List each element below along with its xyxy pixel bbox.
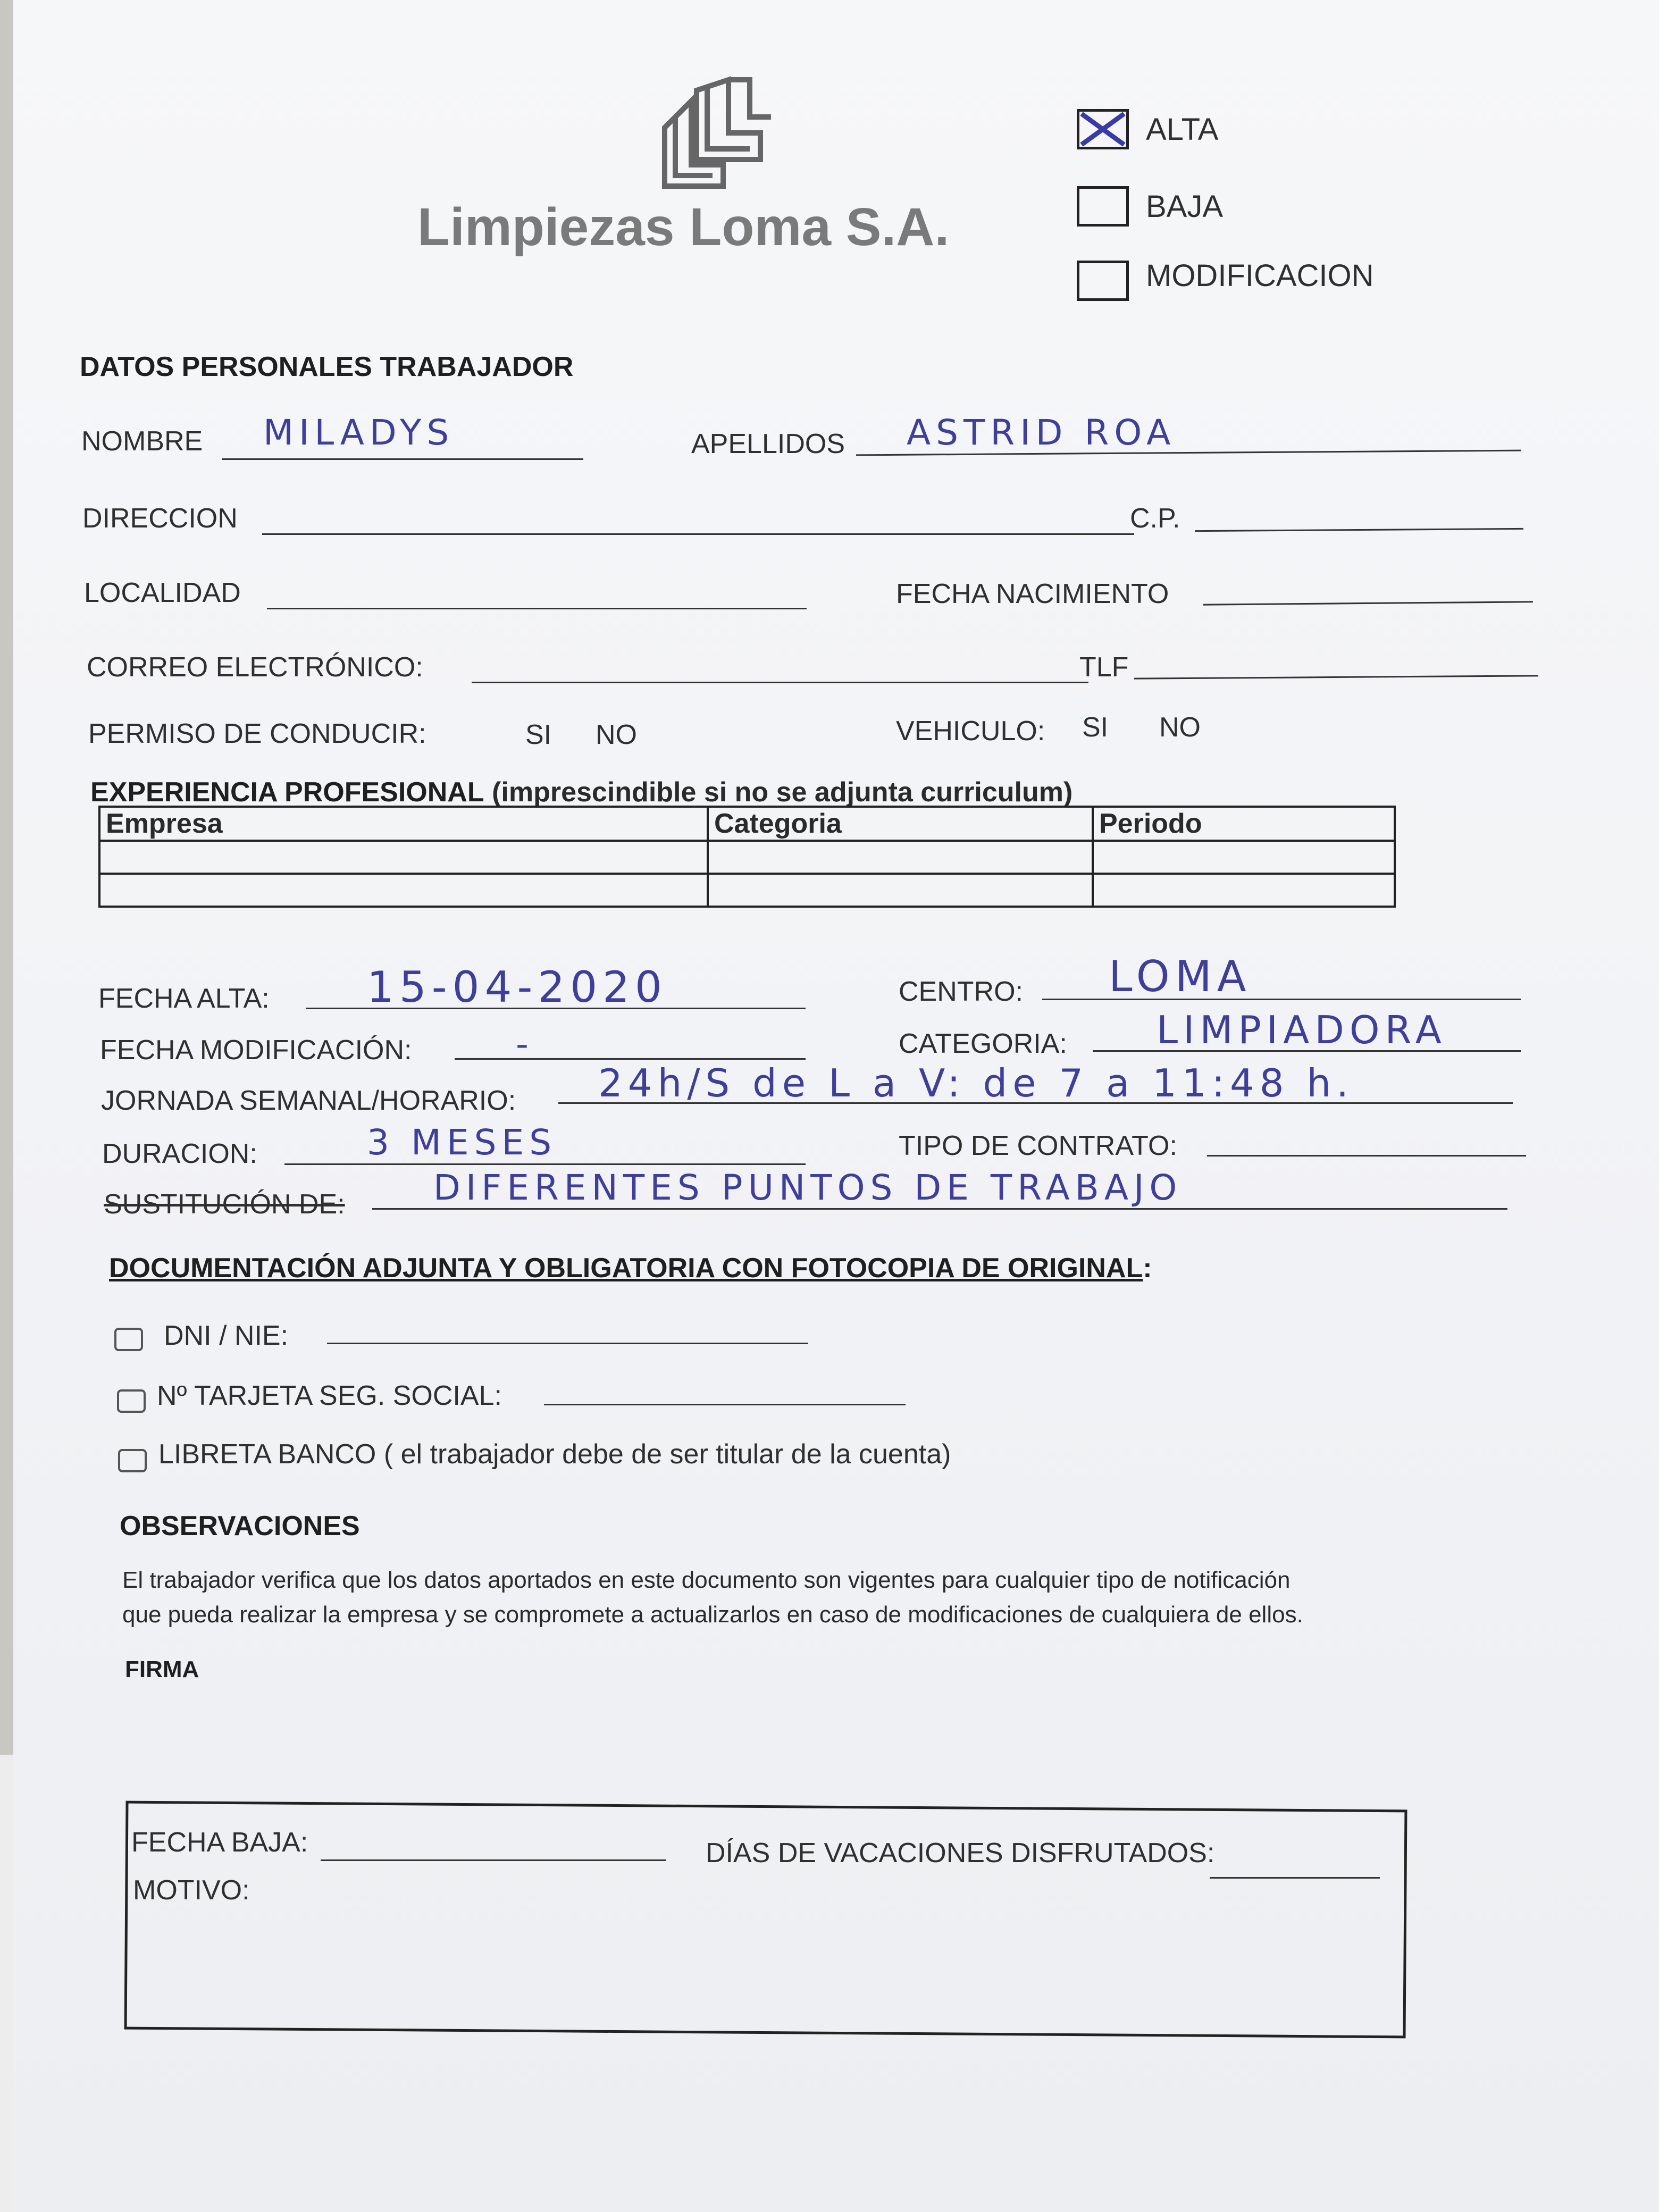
direccion-line[interactable]: [262, 533, 1134, 535]
vehiculo-no[interactable]: NO: [1159, 712, 1201, 743]
table-row[interactable]: [99, 841, 1395, 874]
fecha-mod-value[interactable]: -: [516, 1024, 534, 1065]
vehiculo-label: VEHICULO:: [896, 716, 1045, 747]
tarjeta-checkbox[interactable]: [117, 1389, 146, 1413]
col-empresa: Empresa: [99, 807, 708, 841]
nombre-value[interactable]: MILADYS: [263, 412, 455, 453]
dni-line[interactable]: [327, 1343, 808, 1344]
tarjeta-line[interactable]: [544, 1404, 906, 1405]
nombre-line: [222, 458, 583, 460]
dni-label: DNI / NIE:: [164, 1320, 289, 1351]
alta-label: ALTA: [1146, 112, 1219, 147]
correo-label: CORREO ELECTRÓNICO:: [87, 652, 423, 683]
loma-ll-logo-icon: [643, 69, 782, 197]
section-heading-observaciones: OBSERVACIONES: [120, 1511, 360, 1541]
tipo-contrato-label: TIPO DE CONTRATO:: [899, 1130, 1177, 1161]
observaciones-line2: que pueda realizar la empresa y se compromete a actualizarlos en caso de modificaciones de cualquiera de ellos.: [122, 1602, 1303, 1628]
categoria-label: CATEGORIA:: [899, 1028, 1067, 1059]
observaciones-line1: El trabajador verifica que los datos aportados en este documento son vigentes para cualquier tipo de notificación: [122, 1567, 1291, 1593]
apellidos-value[interactable]: ASTRID ROA: [907, 412, 1176, 453]
jornada-label: JORNADA SEMANAL/HORARIO:: [101, 1085, 516, 1116]
company-name: Limpiezas Loma S.A.: [417, 197, 950, 257]
col-periodo: Periodo: [1093, 807, 1395, 841]
fecha-mod-label: FECHA MODIFICACIÓN:: [100, 1035, 412, 1066]
baja-checkbox[interactable]: [1077, 186, 1129, 227]
dni-checkbox[interactable]: [114, 1328, 143, 1351]
section-heading-documentation: [109, 1252, 1152, 1284]
fecha-nacimiento-label: FECHA NACIMIENTO: [896, 579, 1169, 609]
fecha-baja-line[interactable]: [321, 1859, 666, 1861]
tipo-contrato-line[interactable]: [1207, 1155, 1526, 1157]
direccion-label: DIRECCION: [82, 503, 238, 534]
sustitucion-value[interactable]: DIFERENTES PUNTOS DE TRABAJO: [433, 1167, 1183, 1208]
section-heading-experience: [90, 776, 1073, 808]
permiso-si[interactable]: SI: [525, 719, 552, 750]
apellidos-label: APELLIDOS: [691, 429, 845, 459]
jornada-value[interactable]: 24h/S de L a V: de 7 a 11:48 h.: [598, 1061, 1354, 1105]
sustitucion-label: SUSTITUCIÓN DE:: [104, 1189, 345, 1220]
centro-value[interactable]: LOMA: [1109, 952, 1252, 1001]
vehiculo-si[interactable]: SI: [1082, 712, 1109, 743]
localidad-label: LOCALIDAD: [84, 577, 241, 608]
libreta-label: LIBRETA BANCO ( el trabajador debe de ser titular de la cuenta): [158, 1439, 951, 1470]
fecha-nacimiento-line[interactable]: [1203, 601, 1533, 605]
motivo-label: MOTIVO:: [133, 1875, 250, 1906]
experience-note: (imprescindible si no se adjunta curriculum): [492, 777, 1073, 808]
duracion-label: DURACION:: [102, 1138, 257, 1169]
dias-vacaciones-line[interactable]: [1210, 1877, 1380, 1879]
tlf-label: TLF: [1079, 652, 1129, 683]
cross-mark-icon: [1079, 112, 1126, 147]
nombre-label: NOMBRE: [81, 426, 203, 457]
libreta-checkbox[interactable]: [118, 1449, 147, 1472]
form-sheet: [13, 0, 1659, 2212]
categoria-value[interactable]: LIMPIADORA: [1157, 1008, 1447, 1052]
experience-heading: EXPERIENCIA PROFESIONAL: [90, 777, 484, 808]
modificacion-checkbox[interactable]: [1077, 261, 1129, 301]
baja-section-box: [124, 1801, 1407, 2039]
fecha-mod-line: [455, 1058, 806, 1060]
documentation-colon: :: [1143, 1253, 1152, 1284]
permiso-no[interactable]: NO: [596, 719, 637, 750]
cp-label: C.P.: [1130, 503, 1180, 534]
duracion-line: [284, 1163, 806, 1165]
modificacion-label: MODIFICACION: [1146, 258, 1374, 293]
col-categoria: Categoria: [708, 807, 1093, 841]
correo-line[interactable]: [472, 682, 1088, 683]
alta-checkbox[interactable]: [1077, 109, 1129, 149]
fecha-alta-label: FECHA ALTA:: [98, 983, 270, 1014]
fecha-alta-value[interactable]: 15-04-2020: [367, 962, 667, 1012]
documentation-heading: DOCUMENTACIÓN ADJUNTA Y OBLIGATORIA CON FOTOCOPIA DE ORIGINAL: [109, 1253, 1143, 1284]
baja-label: BAJA: [1146, 189, 1224, 224]
permiso-label: PERMISO DE CONDUCIR:: [88, 718, 426, 749]
sustitucion-line: [372, 1208, 1507, 1210]
fecha-baja-label: FECHA BAJA:: [131, 1827, 308, 1858]
table-row[interactable]: [99, 874, 1395, 907]
firma-label: FIRMA: [125, 1656, 199, 1682]
section-heading-personal: DATOS PERSONALES TRABAJADOR: [80, 351, 574, 382]
localidad-line[interactable]: [267, 608, 807, 609]
duracion-value[interactable]: 3 MESES: [367, 1122, 557, 1163]
cp-line[interactable]: [1195, 528, 1523, 532]
tlf-line[interactable]: [1134, 675, 1538, 679]
experience-table: [98, 806, 1396, 908]
table-header-row: [99, 807, 1395, 841]
centro-label: CENTRO:: [899, 976, 1023, 1007]
tarjeta-label: Nº TARJETA SEG. SOCIAL:: [157, 1380, 502, 1411]
dias-vacaciones-label: DÍAS DE VACACIONES DISFRUTADOS:: [706, 1838, 1215, 1869]
